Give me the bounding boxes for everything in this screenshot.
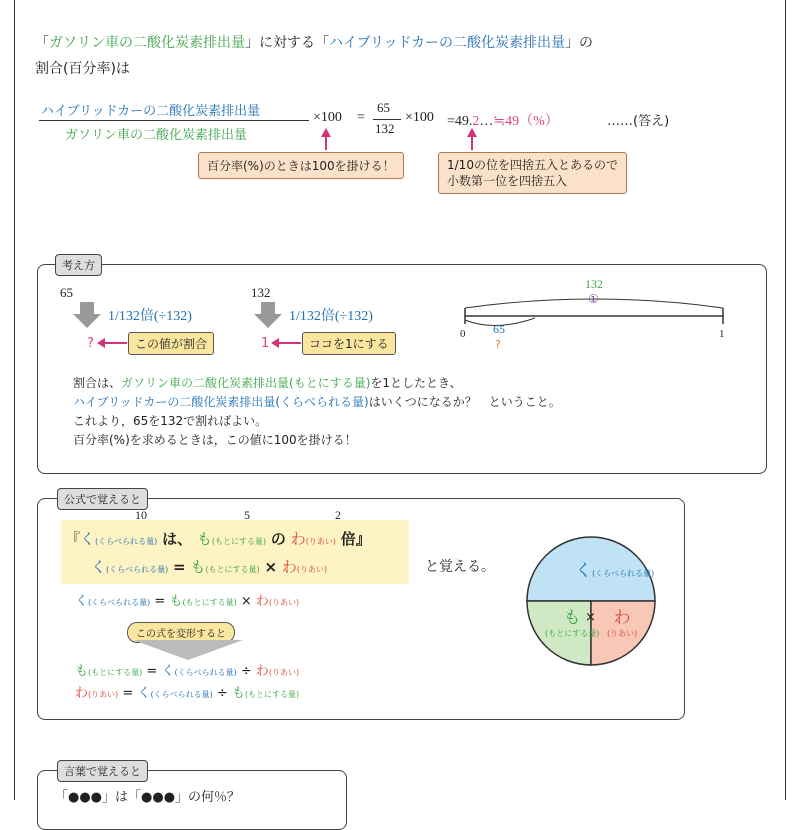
fraction-denominator: ガソリン車の二酸化炭素排出量 — [65, 128, 248, 143]
ratio-circle-diagram — [525, 535, 657, 667]
intro-text: 「ガソリン車の二酸化炭素排出量」に対する「ハイブリッドカーの二酸化炭素排出量」の 割合(百分率)は — [35, 35, 594, 77]
fraction-numerator: ハイブリッドカーの二酸化炭素排出量 — [41, 104, 261, 119]
arrow-left-icon — [271, 336, 301, 350]
formula-line-1: 『く(くらべられる量) は、 も(もとにする量) の わ(りあい) 倍』 — [65, 530, 371, 548]
num-2: 2 — [335, 508, 341, 522]
circle-wa: わ (りあい) — [607, 608, 638, 638]
left-mult: 1/132倍(÷132) — [108, 309, 192, 324]
formula-line-3: く(くらべられる量) = も(もとにする量) × わ(りあい) — [75, 594, 300, 609]
right-one: 1 — [261, 336, 270, 351]
answer-label: ……(答え) — [607, 114, 670, 129]
right-132: 132 — [251, 285, 271, 300]
den-132: 132 — [375, 121, 395, 136]
down-chevron-icon — [133, 640, 243, 660]
formula-line-2: く(くらべられる量) = も(もとにする量) × わ(りあい) — [91, 558, 328, 576]
diagram-one: 1 — [719, 328, 725, 340]
right-value-label: ココを1にする — [302, 332, 396, 355]
diagram-65: 65 — [493, 322, 505, 336]
kangaekata-explanation: 割合は、ガソリン車の二酸化炭素排出量(もとにする量)を1としたとき、 ハイブリッドカーの二酸化炭素排出量(くらべられる量)はいくつになるか？ ということ。 これより，65を132で割ればよい。 百分率(%)を求めるときは，この値に100を掛ける！ — [73, 376, 561, 447]
formula-line-5: わ(りあい) = く(くらべられる量) ÷ も(もとにする量) — [75, 686, 300, 701]
left-question: ? — [87, 336, 94, 351]
circle-ku: く(くらべられる量) — [575, 561, 655, 581]
left-65: 65 — [60, 285, 73, 300]
left-value-label: この値が割合 — [128, 332, 214, 355]
times-100-b: ×100 — [405, 110, 434, 125]
note-percent: 百分率(%)のときは100を掛ける！ — [198, 152, 404, 179]
arrow-head-icon — [321, 128, 331, 137]
num-10: 10 — [135, 508, 147, 522]
times-100: ×100 — [313, 110, 342, 125]
equals-1: = — [357, 110, 365, 125]
arrow-left-icon — [97, 336, 127, 350]
formula-line-4: も(もとにする量) = く(くらべられる量) ÷ わ(りあい) — [75, 664, 300, 679]
tab-koushiki: 公式で覚えると — [57, 488, 148, 510]
diagram-circle-one: ① — [588, 292, 599, 306]
oboeru-label: と覚える。 — [425, 559, 495, 575]
page — [14, 0, 786, 805]
circle-mo: も (もとにする量) — [545, 608, 600, 638]
tab-kotoba: 言葉で覚えると — [57, 760, 148, 782]
num-5: 5 — [244, 508, 250, 522]
note-round: 1/10の位を四捨五入とあるので 小数第一位を四捨五入 — [438, 152, 627, 194]
diagram-question: ? — [495, 338, 501, 351]
right-mult: 1/132倍(÷132) — [289, 309, 373, 324]
circle-times: × — [585, 610, 596, 625]
down-arrow-icon — [254, 302, 282, 328]
transform-tag: この式を変形すると — [127, 622, 235, 643]
equals-49: =49.2…≒49（%） — [447, 114, 559, 129]
down-arrow-icon — [73, 302, 101, 328]
tab-kangaekata: 考え方 — [55, 254, 102, 276]
num-65: 65 — [377, 100, 390, 115]
kotoba-line: 「●●●」は「●●●」の何％？ — [55, 790, 241, 805]
arrow-head-icon — [467, 128, 477, 137]
diagram-132: 132 — [585, 277, 603, 291]
diagram-zero: 0 — [460, 328, 466, 340]
